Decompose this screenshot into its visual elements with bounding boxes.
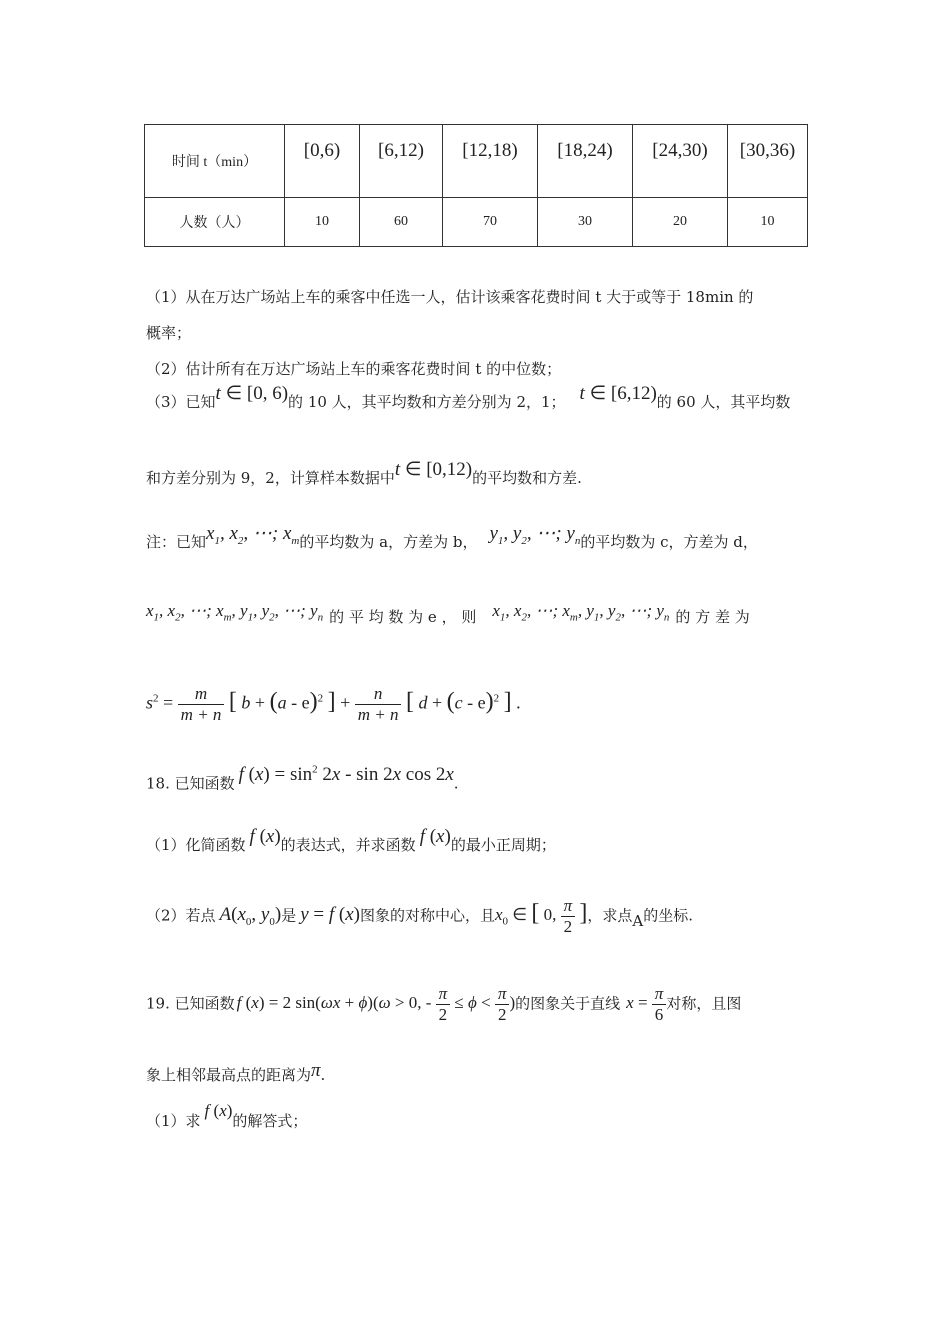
data-table — [144, 124, 808, 247]
interval-cell: [0,6) — [285, 125, 360, 198]
math-expr: $x_0$ ∈ [ 0, $\frac{\pi}{2}$ ] — [495, 896, 588, 936]
math-expr: π — [311, 1060, 321, 1081]
math-expr: f $(x) = \sin^2 2x - \sin 2x$ cos 2x — [238, 764, 454, 786]
q19-stem: 19. 已知函数 f (x) = 2 sin(ωx + ϕ)(ω > 0, - $\frac{\pi}{2}$ ≤ ϕ < $\frac{\pi}{2}$ )的图象关于直线 x = $\frac{\pi}{6}$ 对称，且图 — [146, 984, 742, 1024]
q17-note-line2: $x_1$, $x_2$, ⋯; $x_m$, $y_1$, $y_2$, ⋯; $y_n$ 的 平 均 数 为 e ， 则 $x_1$, $x_2$, ⋯; $x_m$, $y_1$, $y_2$, ⋯; $y_n$ 的 方 差 为 — [146, 601, 750, 626]
q19-stem-line2: 象上相邻最高点的距离为π. — [146, 1060, 326, 1084]
math-expr: $y_1$, $y_2$, ⋯; $y_n$ — [489, 523, 581, 547]
math-expr: f (x) — [249, 826, 281, 847]
math-expr: f (x) = 2 sin(ωx + ϕ)(ω > 0, - $\frac{\pi}{2}$ ≤ ϕ < $\frac{\pi}{2}$ ) — [236, 984, 516, 1024]
q19-part1: （1）求f (x)的解答式； — [146, 1101, 308, 1130]
q17-part1-line1: （1）从在万达广场站上车的乘客中任选一人，估计该乘客花费时间 t 大于或等于 18min 的 — [146, 288, 754, 306]
math-expr: $x_1$, $x_2$, ⋯; $x_m$, $y_1$, $y_2$, ⋯; $y_n$ — [146, 601, 324, 624]
interval-cell: [12,18) — [443, 125, 538, 198]
count-cell: 10 — [728, 198, 808, 247]
q17-note-line1: 注：已知$x_1$, $x_2$, ⋯; $x_m$的平均数为 a，方差为 b， $y_1$, $y_2$, ⋯; $y_n$的平均数为 c，方差为 d， — [146, 523, 758, 551]
q17-part1-line2: 概率； — [146, 324, 192, 342]
math-expr: t ∈ [6,12) — [579, 383, 657, 404]
math-expr: f (x) — [419, 826, 451, 847]
q17-part2: （2）估计所有在万达广场站上车的乘客花费时间 t 的中位数； — [146, 360, 562, 378]
count-cell: 10 — [285, 198, 360, 247]
math-expr: t ∈ [0, 6) — [215, 383, 289, 404]
count-cell: 20 — [633, 198, 728, 247]
variance-formula: $s^2$ = $\frac{m}{m + n}$ [ b + (a - e)$^2$ ] + $\frac{n}{m + n}$ [ d + (c - e)$^2$ ] . — [146, 684, 521, 724]
interval-cell: [18,24) — [538, 125, 633, 198]
math-expr: y = f (x) — [300, 904, 360, 926]
count-cell: 60 — [360, 198, 443, 247]
count-cell: 30 — [538, 198, 633, 247]
interval-cell: [30,36) — [728, 125, 808, 198]
q17-part3-line2: 和方差分别为 9，2，计算样本数据中t ∈ [0,12)的平均数和方差. — [146, 459, 582, 487]
q18-part1: （1）化简函数 f (x)的表达式，并求函数 f (x)的最小正周期； — [146, 826, 556, 854]
math-expr: x = $\frac{\pi}{6}$ — [626, 993, 666, 1012]
q18-stem: 18. 已知函数 f $(x) = \sin^2 2x - \sin 2x$ cos 2x. — [146, 764, 459, 793]
row-label: 人数（人） — [145, 198, 285, 247]
interval-cell: [24,30) — [633, 125, 728, 198]
q17-part3-line1: （3）已知t ∈ [0, 6)的 10 人，其平均数和方差分别为 2，1； t ∈ [6,12)的 60 人，其平均数 — [146, 383, 791, 411]
interval-cell: [6,12) — [360, 125, 443, 198]
math-expr: t ∈ [0,12) — [394, 459, 473, 480]
math-expr: f (x) — [204, 1101, 233, 1120]
math-expr: $A(x_0$, $y_0$) — [219, 904, 282, 929]
header-label: 时间 t（min） — [145, 125, 285, 198]
count-cell: 70 — [443, 198, 538, 247]
math-expr: $x_1$, $x_2$, ⋯; $x_m$ — [206, 523, 300, 547]
q18-part2: （2）若点 $A(x_0$, $y_0$)是 y = f (x)图象的对称中心，且$x_0$ ∈ [ 0, $\frac{\pi}{2}$ ]，求点A的坐标. — [146, 896, 694, 936]
math-expr: $x_1$, $x_2$, ⋯; $x_m$, $y_1$, $y_2$, ⋯; $y_n$ — [492, 601, 670, 624]
